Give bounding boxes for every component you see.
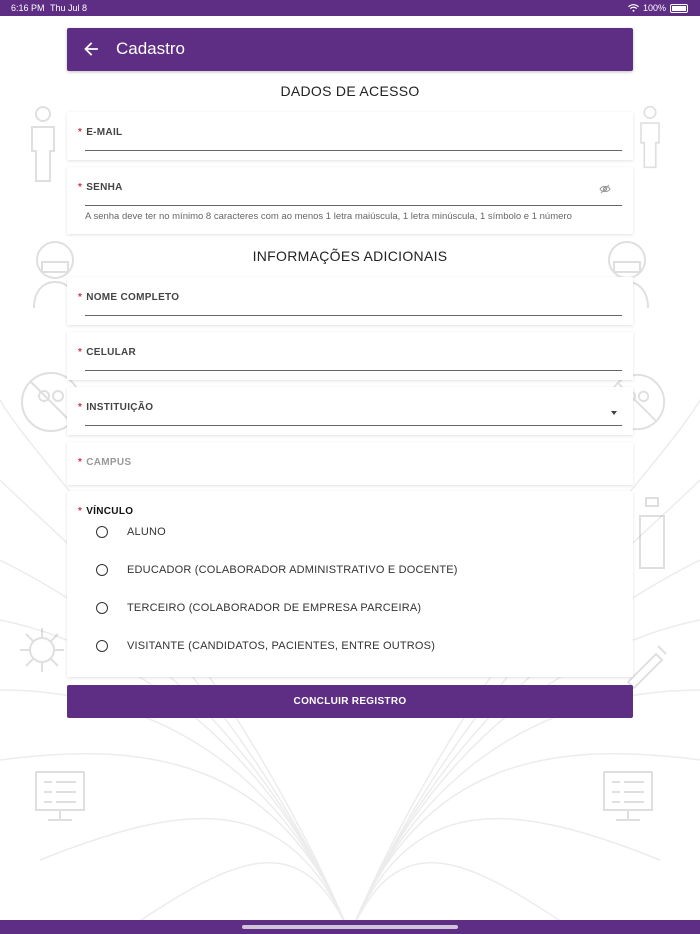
app-header	[67, 28, 633, 71]
radio-button[interactable]	[96, 526, 108, 538]
phone-card	[67, 332, 633, 380]
phone-underline	[85, 370, 622, 371]
section-title-access: DADOS DE ACESSO	[280, 83, 420, 99]
vinculo-label-text: VÍNCULO	[86, 506, 134, 517]
radio-option-educador[interactable]	[96, 560, 458, 580]
vinculo-card	[67, 491, 633, 677]
sanitizer-icon	[636, 494, 668, 570]
campus-label-text: CAMPUS	[86, 457, 132, 468]
full-name-field[interactable]	[85, 297, 622, 317]
password-underline	[85, 205, 622, 206]
eye-off-icon[interactable]	[599, 183, 611, 195]
email-card	[67, 112, 633, 160]
radio-option-label: VISITANTE (CANDIDATOS, PACIENTES, ENTRE OUTROS)	[127, 640, 436, 652]
password-card	[67, 167, 633, 234]
radio-option-label: TERCEIRO (COLABORADOR DE EMPRESA PARCEIRA)	[127, 602, 422, 614]
campus-card	[67, 442, 633, 485]
required-mark: *	[78, 292, 83, 303]
battery-icon	[670, 4, 688, 13]
submit-button[interactable]: CONCLUIR REGISTRO	[67, 685, 633, 718]
radio-button[interactable]	[96, 602, 108, 614]
status-time: 6:16 PM	[11, 3, 45, 13]
phone-field[interactable]	[85, 352, 622, 372]
bottom-bar	[0, 920, 700, 934]
email-underline	[85, 150, 622, 151]
required-mark: *	[78, 347, 83, 358]
institution-underline	[85, 425, 622, 426]
radio-option-label: ALUNO	[127, 526, 166, 538]
institution-select[interactable]	[85, 407, 603, 427]
phone-label-text: CELULAR	[86, 347, 137, 358]
required-mark: *	[78, 457, 83, 468]
required-mark: *	[78, 402, 83, 413]
radio-option-aluno[interactable]	[96, 522, 166, 542]
section-title-additional: INFORMAÇÕES ADICIONAIS	[252, 248, 448, 264]
person-icon	[636, 105, 664, 169]
arrow-left-icon[interactable]	[81, 39, 101, 59]
full-name-label-text: NOME COMPLETO	[86, 292, 180, 303]
clipboard-monitor-icon	[32, 768, 88, 824]
password-field[interactable]	[85, 187, 593, 207]
status-date: Thu Jul 8	[50, 3, 88, 13]
radio-option-visitante[interactable]	[96, 636, 436, 656]
required-mark: *	[78, 506, 83, 517]
page-title: Cadastro	[116, 39, 185, 58]
radio-option-terceiro[interactable]	[96, 598, 422, 618]
campus-field[interactable]	[85, 462, 622, 482]
full-name-card	[67, 277, 633, 325]
virus-icon	[18, 626, 66, 674]
battery-percent: 100%	[642, 3, 666, 13]
radio-option-label: EDUCADOR (COLABORADOR ADMINISTRATIVO E DOCENTE)	[127, 564, 458, 576]
home-indicator[interactable]	[242, 925, 458, 929]
wifi-icon	[628, 4, 639, 12]
radio-button[interactable]	[96, 564, 108, 576]
status-right	[628, 3, 688, 13]
required-mark: *	[78, 127, 83, 138]
vinculo-label	[78, 506, 133, 517]
caret-down-icon[interactable]	[611, 411, 617, 415]
institution-card	[67, 387, 633, 435]
full-name-underline	[85, 315, 622, 316]
status-bar	[0, 0, 700, 16]
email-label-text: E-MAIL	[86, 127, 123, 138]
email-field[interactable]	[85, 132, 622, 152]
password-label-text: SENHA	[86, 182, 123, 193]
clipboard-monitor-icon	[600, 768, 656, 824]
radio-button[interactable]	[96, 640, 108, 652]
required-mark: *	[78, 182, 83, 193]
password-hint: A senha deve ter no mínimo 8 caracteres com ao menos 1 letra maiúscula, 1 letra minúscula, 1 símbolo e 1 número	[85, 211, 572, 222]
institution-label-text: INSTITUIÇÃO	[86, 402, 154, 413]
person-icon	[26, 105, 60, 183]
